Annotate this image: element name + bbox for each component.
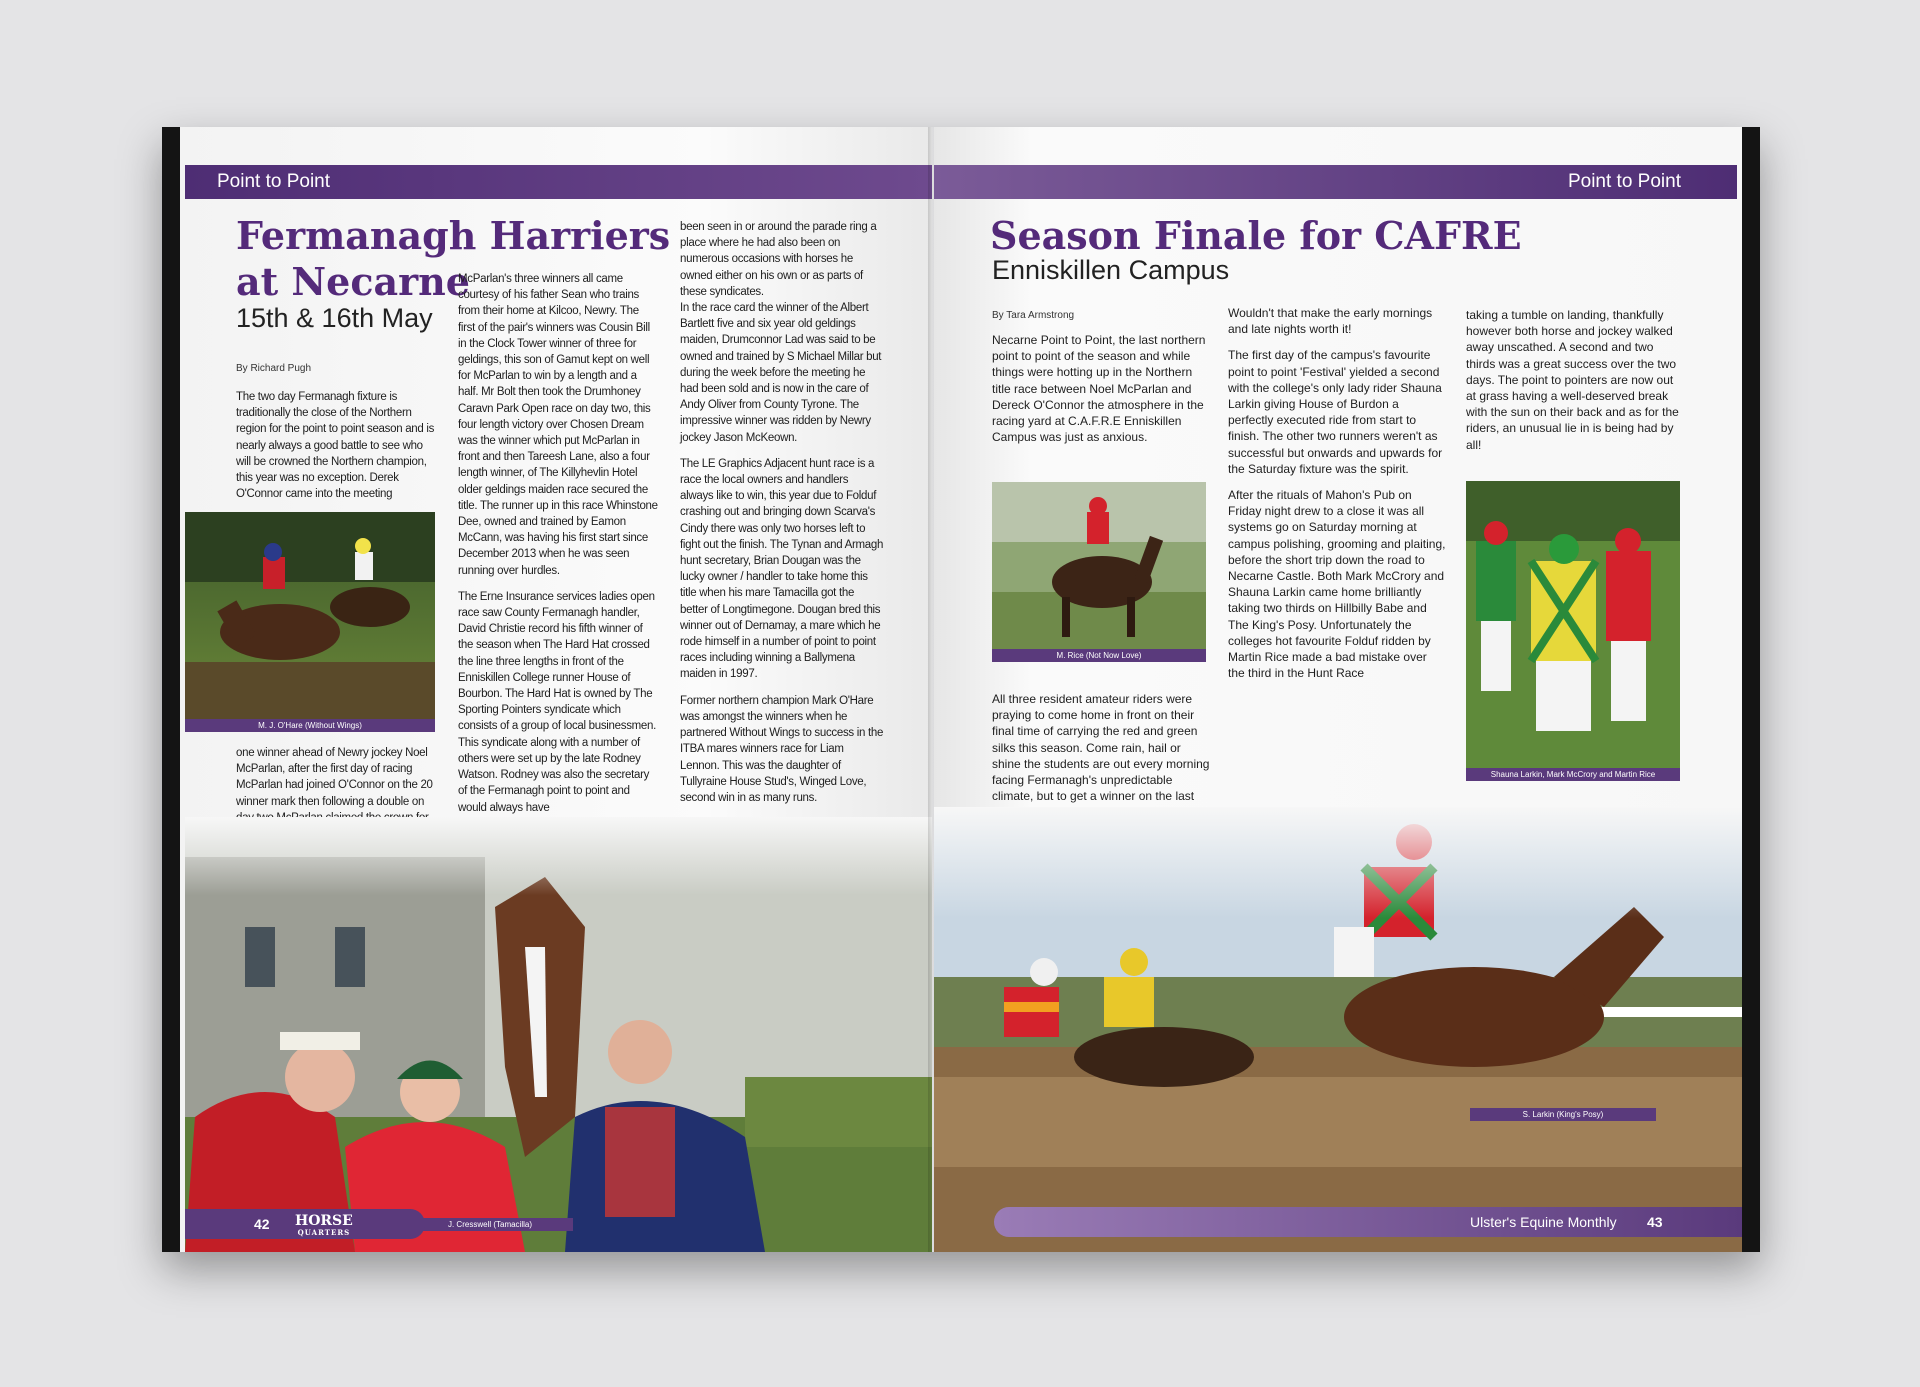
column-3: been seen in or around the parade ring a place where he had also been on numerous occasions with horses he owned either on his own or as parts of these syndicates. In the race card the winner of the Albert Bartlett five and six year old geldings maiden, Drumconnor Lad was said to be owned and trained by S Michael Millar but during the week before the meeting he had been sold and is now in the care of Andy Oliver from County Tyrone. The impressive winner was ridden by Newry jockey Jason McKeown. The LE Graphics Adjacent hunt race is a race the local owners and handlers always like to win, this year due to Folduf crashing out and bringing down Scarva's Cindy there was only two horses left to fight out the finish. The Tynan and Armagh hunt secretary, Brian Dougan was the lucky owner / handler to take home this title when his mare Tamacilla got the better of Longtimegone. Dougan bred this winner out of Dernamay, a mare which he rode himself in a number of point to point races including winning a Ballymena maiden in 1997. Former northern champion Mark O'Hare was amongst the winners when he partnered Without Wings to success in the ITBA mares winners race for Liam Lennon. This was the daughter of Tullyraine House Stud's, Winged Love, second win in as many runs.: [680, 221, 884, 804]
byline: By Tara Armstrong: [992, 310, 1075, 321]
left-page: [180, 127, 932, 1252]
section-band: Point to Point: [185, 165, 932, 199]
column-1-bottom: All three resident amateur riders were praying to come home in front on their final time of carrying the red and green silks this season. Come rain, hail or shine the students are out every morning facing Fermanagh's unpredictable climate, but to get a winner on the last: [992, 692, 1210, 804]
photo-caption: Shauna Larkin, Mark McCrory and Martin Rice: [1466, 768, 1680, 781]
right-cover-edge: [1742, 127, 1760, 1252]
photo-caption: J. Cresswell (Tamacilla): [407, 1218, 573, 1231]
column-1-top: The two day Fermanagh fixture is traditionally the close of the Northern region for the point to point season and is nearly always a good battle to see who will be crowned the Northern champion, this year was no exception. Derek O'Connor came into the meeting: [236, 391, 435, 501]
photo-jockey-jump: [185, 512, 435, 732]
column-2: Wouldn't that make the early mornings and late nights worth it! The first day of the campus's favourite point to point 'Festival' yielded a second with the college's only lady rider Shauna Larkin giving House of Burdon a perfectly executed ride from start to finish. The other two runners weren't as successful but onwards and upwards for the Saturday fixture was the spirit. After the rituals of Mahon's Pub on Friday night drew to a close it was all systems go on Saturday morning at campus polishing, grooming and plaiting, before the short trip down the road to Necarne Castle. Both Mark McCrory and Shauna Larkin came home brilliantly taking two thirds on Hillbilly Babe and The King's Posy. Unfortunately the colleges hot favourite Folduf ridden by Martin Rice made a bad mistake over the third in the Hunt Race: [1228, 306, 1446, 681]
publication-logo: [295, 1213, 353, 1238]
right-page: [934, 127, 1742, 1252]
photo-rider-not-now-love: [992, 482, 1206, 662]
article-subtitle: 15th & 16th May: [236, 303, 433, 333]
photo-caption: S. Larkin (King's Posy): [1470, 1108, 1656, 1121]
photo-caption: M. Rice (Not Now Love): [992, 649, 1206, 662]
title-line-2: at Necarne: [236, 259, 470, 304]
column-3: taking a tumble on landing, thankfully however both horse and jockey walked away unscathed. A second and two thirds was a great success over the two days. The point to pointers are now out at grass having a well-deserved break with the sun on their back and as for the riders, an unusual lie in is being had by all!: [1466, 308, 1679, 452]
logo-sub: QUARTERS: [297, 1228, 351, 1237]
rider-illustration: [992, 482, 1206, 662]
photo-kings-posy-jump: [934, 807, 1742, 1252]
group-illustration: [185, 817, 932, 1252]
page-number: 42: [254, 1216, 270, 1232]
jump-scene-illustration: [934, 807, 1742, 1252]
publication-tagline: Ulster's Equine Monthly: [1470, 1214, 1617, 1230]
column-1-bottom: one winner ahead of Newry jockey Noel McParlan, after the first day of racing McParlan had joined O'Connor on the 20 winner mark then following a double on: [236, 747, 433, 808]
photo-three-riders: [1466, 481, 1680, 781]
photo-caption: M. J. O'Hare (Without Wings): [185, 719, 435, 732]
byline: By Richard Pugh: [236, 363, 312, 374]
article-subtitle: Enniskillen Campus: [992, 255, 1230, 285]
section-band: Point to Point: [934, 165, 1737, 199]
logo-main: HORSE: [295, 1213, 353, 1229]
column-1-top: Necarne Point to Point, the last northern point to point of the season and while things were hotting up in the Northern title race between Noel McParlan and Dereck O'Connor the atmosphere in the racing yard at C.A.F.R.E Enniskillen Campus was just as anxious.: [992, 333, 1206, 445]
photo-winners-group: [185, 817, 932, 1252]
riders-illustration: [1466, 481, 1680, 781]
page-number: 43: [1647, 1214, 1663, 1230]
page-footer: [994, 1207, 1742, 1237]
title-line-1: Fermanagh Harriers: [236, 213, 671, 258]
article-title: Season Finale for CAFRE: [990, 213, 1522, 258]
jump-illustration: [185, 512, 435, 732]
left-cover-edge: [162, 127, 180, 1252]
column-2: McParlan's three winners all came courtesy of his father Sean who trains from their home at Kilcoo, Newry. The first of the pair's winners was Cousin Bill in the Clock Tower winner of three for geldings, this son of Gamut kept on well for McParlan to win by a length and a half. Mr Bolt then took the Drumhoney Caravn Park Open race on day two, this four length victory over Chosen Dream was the winner which put McParlan in front and then Tareesh Lane, also a four length winner, of The Killyhevlin Hotel older geldings maiden race secured the title. The runner up in this race Whinstone Dee, owned and trained by Eamon McCann, was having his first start since December 2013 when he was seen running over hurdles. The Erne Insurance services ladies open race saw County Fermanagh handler, David Christie record his fifth winner of the season when The Hard Hat crossed the line three lengths in front of the Enniskillen College runner House of Bourbon. The Hard Hat is owned by The Sporting Pointers syndicate which consists of a group of local businessmen. This syndicate along with a number of others were set up by the late Rodney Watson. Rodney was also the secretary of the Fermanagh point to point and would always have: [458, 273, 658, 814]
